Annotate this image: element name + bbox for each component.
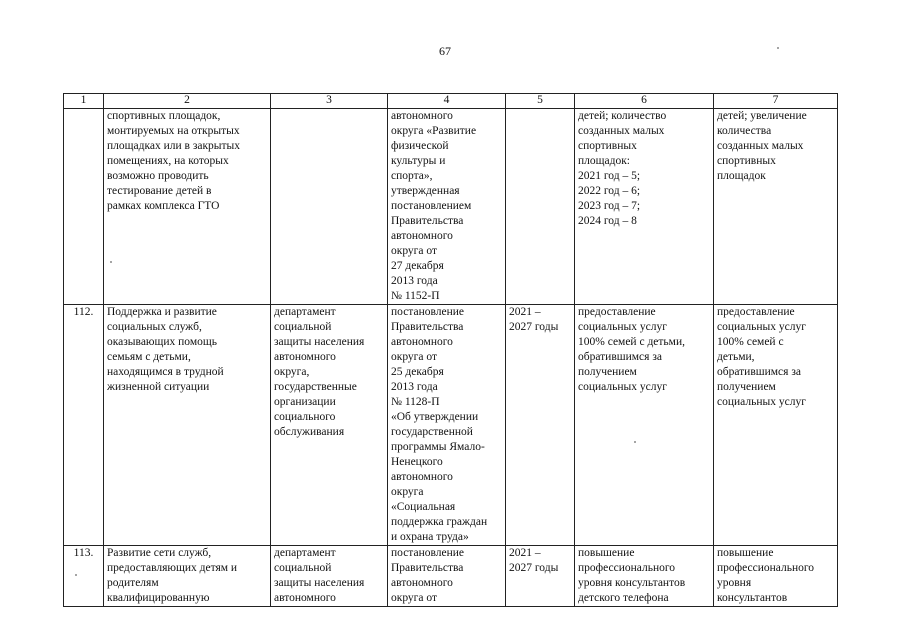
cell-text-line: спортивных (717, 155, 776, 167)
measure-cell (104, 109, 271, 305)
responsible-cell (271, 109, 388, 305)
cell-text-line: защиты населения (274, 577, 365, 589)
cell-text-line: постановлением (391, 200, 472, 212)
cell-text-line: получением (717, 381, 776, 393)
cell-text-line: автономного (391, 471, 453, 483)
cell-text-line: спорта», (391, 170, 433, 182)
cell-text-line: детей; увеличение (717, 110, 807, 122)
cell-text-line: возможно проводить (107, 170, 209, 182)
responsible-cell (271, 305, 388, 546)
cell-text-line: № 1152-П (391, 290, 440, 302)
cell-text-line: автономного (274, 592, 336, 604)
cell-text-line: предоставление (578, 306, 656, 318)
cell-text-line: поддержка граждан (391, 516, 488, 528)
cell-text-line: физической (391, 140, 449, 152)
measure-cell (104, 546, 271, 607)
scan-speck (634, 441, 636, 443)
period-cell (506, 546, 575, 607)
cell-text-line: программы Ямало- (391, 441, 485, 453)
column-number-header: 2 (104, 94, 271, 109)
cell-text-line: квалифицированную (107, 592, 210, 604)
cell-text-line: государственной (391, 426, 473, 438)
cell-text-line: государственные (274, 381, 357, 393)
cell-text-line: автономного (391, 110, 453, 122)
legal-basis-cell (388, 546, 506, 607)
document-table (63, 93, 838, 607)
table-row (64, 109, 838, 305)
cell-text-line: округа «Развитие (391, 125, 477, 137)
cell-text-line: 2013 года (391, 275, 438, 287)
cell-text-line: рамках комплекса ГТО (107, 200, 220, 212)
cell-text-line: количества (717, 125, 772, 137)
cell-text-line: социальной (274, 562, 332, 574)
cell-text-line: социальных служб, (107, 321, 202, 333)
cell-text-line: социальных услуг (717, 396, 806, 408)
cell-text-line: оказывающих помощь (107, 336, 217, 348)
scan-speck (75, 574, 77, 576)
cell-text-line: жизненной ситуации (107, 381, 210, 393)
cell-text-line: округа (391, 486, 424, 498)
cell-text-line: 2027 годы (509, 562, 559, 574)
cell-text-line: постановление (391, 547, 465, 559)
cell-text-line: социальных услуг (578, 321, 667, 333)
period-cell (506, 305, 575, 546)
cell-text-line: помещениях, на которых (107, 155, 229, 167)
cell-text-line: профессионального (717, 562, 815, 574)
cell-text-line: 100% семей с детьми, (578, 336, 685, 348)
column-number-header: 3 (271, 94, 388, 109)
cell-text-line: округа от (391, 592, 438, 604)
cell-text-line: социального (274, 411, 336, 423)
cell-text-line: округа от (391, 351, 438, 363)
cell-text-line: Правительства (391, 562, 464, 574)
cell-text-line: 113. (73, 547, 94, 559)
indicator-cell (575, 305, 714, 546)
cell-text-line: округа от (391, 245, 438, 257)
cell-text-line: повышение (717, 547, 774, 559)
cell-text-line: № 1128-П (391, 396, 440, 408)
cell-text-line: 112. (73, 306, 94, 318)
column-number-header: 7 (714, 94, 838, 109)
row-number-cell (64, 546, 104, 607)
cell-text-line: 2021 – (509, 306, 541, 318)
row-number-cell (64, 305, 104, 546)
page-number: 67 (439, 44, 451, 58)
indicator-cell (575, 109, 714, 305)
cell-text-line: 2022 год – 6; (578, 185, 641, 197)
cell-text-line: и охрана труда» (391, 531, 469, 543)
cell-text-line: департамент (274, 547, 336, 559)
cell-text-line: обратившимся за (717, 366, 801, 378)
result-cell (714, 305, 838, 546)
cell-text-line: 2021 год – 5; (578, 170, 641, 182)
cell-text-line: площадок (717, 170, 766, 182)
cell-text-line: обслуживания (274, 426, 345, 438)
cell-text-line: 25 декабря (391, 366, 444, 378)
cell-text-line: Ненецкого (391, 456, 443, 468)
cell-text-line: детей; количество (578, 110, 667, 122)
cell-text-line: 2023 год – 7; (578, 200, 641, 212)
cell-text-line: спортивных (578, 140, 637, 152)
cell-text-line: предоставление (717, 306, 795, 318)
legal-basis-cell (388, 109, 506, 305)
column-number-header: 6 (575, 94, 714, 109)
cell-text-line: Развитие сети служб, (107, 547, 212, 559)
cell-text-line: созданных малых (578, 125, 665, 137)
cell-text-line: предоставляющих детям и (107, 562, 238, 574)
cell-text-line: 2027 годы (509, 321, 559, 333)
cell-text-line: 2024 год – 8 (578, 215, 637, 227)
cell-text-line: автономного (391, 336, 453, 348)
cell-text-line: 27 декабря (391, 260, 444, 272)
cell-text-line: детского телефона (578, 592, 669, 604)
cell-text-line: площадках или в закрытых (107, 140, 241, 152)
result-cell (714, 109, 838, 305)
row-number-cell (64, 109, 104, 305)
cell-text-line: созданных малых (717, 140, 804, 152)
table-row (64, 305, 838, 546)
cell-text-line: утвержденная (391, 185, 460, 197)
cell-text-line: обратившимся за (578, 351, 662, 363)
table-row (64, 546, 838, 607)
cell-text-line: автономного (391, 577, 453, 589)
cell-text-line: родителям (107, 577, 159, 589)
cell-text-line: организации (274, 396, 336, 408)
cell-text-line: повышение (578, 547, 635, 559)
legal-basis-cell (388, 305, 506, 546)
cell-text-line: социальных услуг (717, 321, 806, 333)
cell-text-line: Правительства (391, 215, 464, 227)
cell-text-line: уровня (717, 577, 752, 589)
cell-text-line: 2021 – (509, 547, 541, 559)
cell-text-line: «Об утверждении (391, 411, 479, 423)
cell-text-line: получением (578, 366, 637, 378)
cell-text-line: спортивных площадок, (107, 110, 221, 122)
cell-text-line: детьми, (717, 351, 755, 363)
column-number-header: 4 (388, 94, 506, 109)
cell-text-line: 2013 года (391, 381, 438, 393)
cell-text-line: автономного (391, 230, 453, 242)
measure-cell (104, 305, 271, 546)
responsible-cell (271, 546, 388, 607)
cell-text-line: площадок: (578, 155, 630, 167)
cell-text-line: консультантов (717, 592, 788, 604)
cell-text-line: социальной (274, 321, 332, 333)
cell-text-line: уровня консультантов (578, 577, 686, 589)
cell-text-line: постановление (391, 306, 465, 318)
column-number-header: 1 (64, 94, 104, 109)
cell-text-line: социальных услуг (578, 381, 667, 393)
cell-text-line: культуры и (391, 155, 446, 167)
table-header-row (64, 94, 838, 109)
cell-text-line: автономного (274, 351, 336, 363)
cell-text-line: Правительства (391, 321, 464, 333)
result-cell (714, 546, 838, 607)
scan-speck (777, 47, 779, 49)
column-number-header: 5 (506, 94, 575, 109)
indicator-cell (575, 546, 714, 607)
cell-text-line: тестирование детей в (107, 185, 212, 197)
cell-text-line: профессионального (578, 562, 676, 574)
cell-text-line: Поддержка и развитие (107, 306, 217, 318)
cell-text-line: «Социальная (391, 501, 456, 513)
cell-text-line: монтируемых на открытых (107, 125, 240, 137)
cell-text-line: департамент (274, 306, 336, 318)
scan-speck (110, 261, 112, 263)
cell-text-line: округа, (274, 366, 310, 378)
cell-text-line: семьям с детьми, (107, 351, 191, 363)
cell-text-line: защиты населения (274, 336, 365, 348)
period-cell (506, 109, 575, 305)
cell-text-line: 100% семей с (717, 336, 784, 348)
cell-text-line: находящимся в трудной (107, 366, 224, 378)
